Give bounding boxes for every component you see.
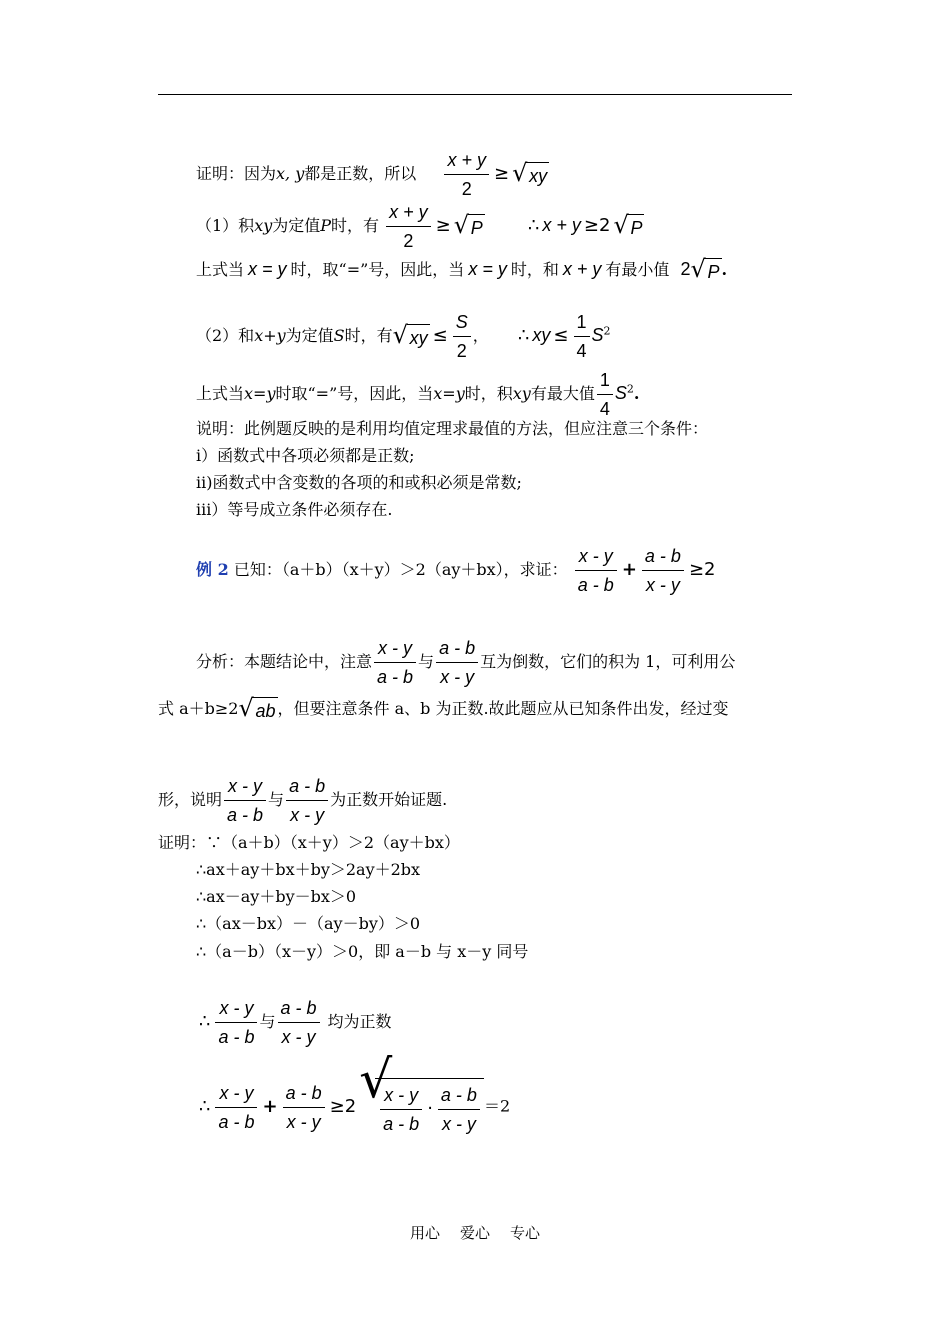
proof2-line-6: ∴ $\frac{x - y}{a - b}$ 与 $\frac{a - b}{x - y}$ 均为正数 [199,998,392,1047]
proof1-vars: x, y [276,164,305,183]
proof2-line-7: ∴ $\frac{x - y}{a - b}$ + $\frac{a - b}{x - y}$ ≥2 √ $\frac{x - y}{a - b}$ · $\frac{a - b}{x - y}$ ＝2 [199,1050,511,1134]
footer-text-2: 爱心 [459,1224,490,1242]
case1-conclusion-sqrt: √ P [613,211,643,239]
analysis-fraction-2: $\frac{a - b}{x - y}$ [436,636,478,689]
explain-line-3: ⅱ)函数式中含变数的各项的和或积必须是常数; [196,473,522,492]
case1-line: （1）积xy为定值P时，有 $\frac{x + y}{2}$ ≥ √ P ∴ x + y ≥2 √ P [196,202,643,251]
example2-fraction-2: $\frac{a - b}{x - y}$ [642,544,684,597]
proof2-line-3: ∴ax－ay＋by－bx＞0 [196,887,357,906]
proof1-text: 都是正数，所以 [304,164,417,183]
ge-symbol: ≥ [493,163,510,184]
case2-fraction: $\frac{S}{2}$ [453,310,471,363]
footer-text-3: 专心 [510,1224,541,1242]
case2-quarter-fraction: $\frac{1}{4}$ [574,310,590,363]
min-value-sqrt: √ P [690,255,720,283]
ab-sqrt: √ ab [238,694,276,722]
proof2-line-4: ∴（ax－bx）－（ay－by）＞0 [196,914,421,933]
proof1-sqrt: √ xy [512,159,548,187]
case1-fraction: $\frac{x + y}{2}$ [386,200,431,253]
proof2-line-5: ∴（a－b）（x－y）＞0，即 a－b 与 x－y 同号 [196,942,529,961]
proof2-fraction-3: $\frac{x - y}{a - b}$ [215,1081,257,1134]
explain-line-1: 说明：此例题反映的是利用均值定理求最值的方法，但应注意三个条件： [196,419,709,438]
example2-fraction-1: $\frac{x - y}{a - b}$ [575,544,617,597]
proof2-line-1: 证明：∵（a＋b）（x＋y）＞2（ay＋bx） [158,833,460,852]
proof1-fraction: $\frac{x + y}{2}$ [444,148,489,201]
proof2-fraction-4: $\frac{a - b}{x - y}$ [283,1081,325,1134]
proof1-intro: 证明：因为 [196,164,277,183]
footer-text-1: 用心 [409,1224,440,1242]
analysis-line-1: 分析：本题结论中，注意 $\frac{x - y}{a - b}$ 与 $\frac{a - b}{x - y}$ 互为倒数，它们的积为 1，可利用公 [196,638,736,687]
example2-line: 例 2 已知：（a＋b）（x＋y）＞2（ay＋bx），求证： $\frac{x - y}{a - b}$ + $\frac{a - b}{x - y}$ ≥2 [196,546,716,595]
analysis-fraction-3: $\frac{x - y}{a - b}$ [224,774,266,827]
proof1-line [196,148,549,201]
analysis-line-3: 形，说明 $\frac{x - y}{a - b}$ 与 $\frac{a - b}{x - y}$ 为正数开始证题. [158,776,448,825]
analysis-fraction-1: $\frac{x - y}{a - b}$ [374,636,416,689]
example-label: 例 2 [196,560,229,579]
explain-line-2: ⅰ）函数式中各项必须都是正数; [196,446,415,465]
explain-line-4: ⅲ）等号成立条件必须存在. [196,500,393,519]
case2-note-fraction: $\frac{1}{4}$ [597,368,613,421]
page-footer [0,1222,950,1243]
case2-note-line: 上式当x=y时取“=”号，因此，当x=y时，积xy有最大值 $\frac{1}{4}$ $S^2$. [196,370,640,419]
case2-sqrt: √ xy [392,321,428,349]
proof2-fraction-1: $\frac{x - y}{a - b}$ [215,996,257,1049]
case1-sqrt: √ P [453,211,483,239]
therefore-symbol: ∴ [527,215,540,236]
analysis-fraction-4: $\frac{a - b}{x - y}$ [286,774,328,827]
product-sqrt: √ $\frac{x - y}{a - b}$ · $\frac{a - b}{x - y}$ [359,1078,484,1136]
proof2-line-2: ∴ax＋ay＋bx＋by＞2ay＋2bx [196,860,421,879]
proof2-fraction-2: $\frac{a - b}{x - y}$ [278,996,320,1049]
case1-note-line: 上式当 x = y 时，取“=”号，因此，当 x = y 时，和 x + y 有最小值 2 √ P . [196,255,728,283]
example-given: 已知：（a＋b）（x＋y）＞2（ay＋bx），求证： [233,560,568,579]
header-rule [158,94,792,95]
analysis-line-2: 式 a＋b≥2 √ ab ，但要注意条件 a、b 为正数.故此题应从已知条件出发，经过变 [158,694,729,722]
case2-line: （2）和x+y为定值S时，有 √ xy ≤ $\frac{S}{2}$ ， ∴ xy ≤ $\frac{1}{4}$ $S^2$ [196,312,611,361]
